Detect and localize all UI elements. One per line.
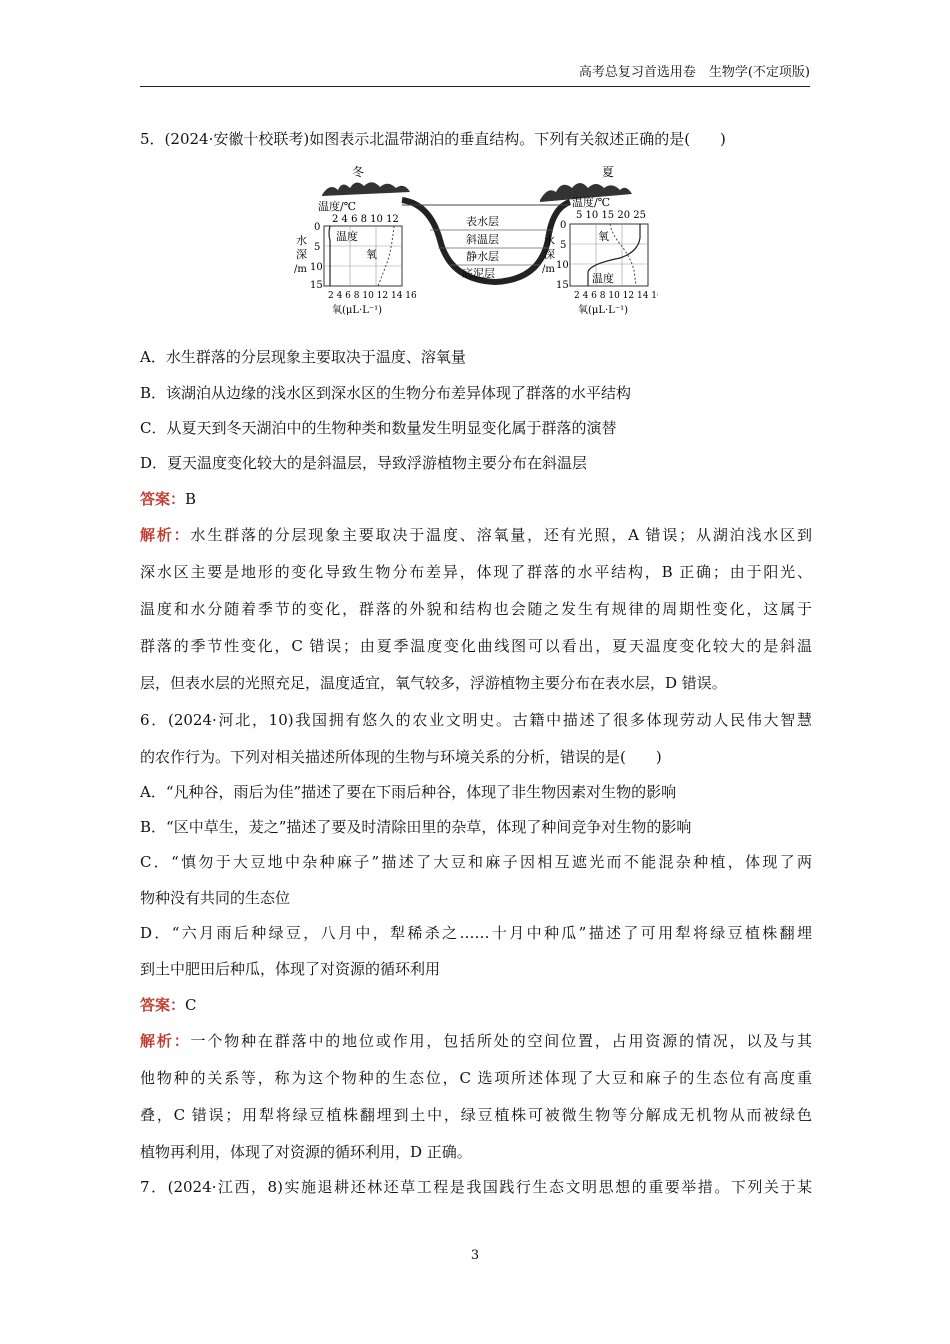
q5-analysis-line-2: 深水区主要是地形的变化导致生物分布差异，体现了群落的水平结构，B 正确；由于阳光、 [140, 563, 812, 581]
q5-analysis-label: 解析： [140, 526, 191, 544]
summer-temp-curve-label: 温度 [592, 272, 614, 285]
q5-analysis-line-5: 层，但表水层的光照充足，温度适宜，氧气较多，浮游植物主要分布在表水层，D 错误。 [140, 674, 727, 692]
q5-analysis-line-4: 群落的季节性变化，C 错误；由夏季温度变化曲线图可以看出，夏天温度变化较大的是斜温 [140, 637, 812, 655]
summer-oxygen-unit: 氧(μL·L⁻¹) [578, 305, 629, 316]
winter-temp-ticks: 2 4 6 8 10 12 [332, 214, 399, 225]
q6-analysis-line-1 [140, 1030, 812, 1051]
q6-option-d-line-1: D．“六月雨后种绿豆，八月中，犁稀杀之……十月中种瓜”描述了可用犁将绿豆植株翻埋 [140, 924, 812, 942]
summer-depth-0: 0 [560, 220, 567, 231]
summer-oxygen-ticks: 2 4 6 8 10 12 14 16 [574, 291, 658, 301]
page-number: 3 [470, 1248, 480, 1263]
summer-temp-unit: 温度/℃ [572, 196, 611, 209]
q6-analysis-line-4: 植物再利用，体现了对资源的循环利用，D 正确。 [140, 1143, 472, 1161]
q7-stem: 7．(2024·江西，8)实施退耕还林还草工程是我国践行生态文明思想的重要举措。下列关于某 [140, 1178, 812, 1196]
summer-depth-15: 15 [556, 280, 569, 291]
q6-answer [140, 994, 812, 1015]
winter-depth-label-2: 深 [296, 248, 307, 261]
q6-analysis-line-2: 他物种的关系等，称为这个物种的生态位，C 选项所述体现了大豆和麻子的生态位有高度重 [140, 1069, 812, 1087]
layer-hypolimnion: 静水层 [466, 250, 499, 263]
q6-option-c-line-1: C．“慎勿于大豆地中杂种麻子”描述了大豆和麻子因相互遮光而不能混杂种植，体现了两 [140, 853, 812, 871]
q6-stem-line-2: 的农作行为。下列对相关描述所体现的生物与环境关系的分析，错误的是( ) [140, 748, 662, 766]
q5-answer-value: B [185, 490, 197, 508]
q5-option-c: C．从夏天到冬天湖泊中的生物种类和数量发生明显变化属于群落的演替 [140, 419, 617, 437]
q5-answer [140, 488, 812, 509]
q6-option-a: A．“凡种谷，雨后为佳”描述了要在下雨后种谷，体现了非生物因素对生物的影响 [140, 783, 677, 801]
q5-analysis-text-1: 水生群落的分层现象主要取决于温度、溶氧量，还有光照，A 错误；从湖泊浅水区到 [190, 526, 812, 544]
q6-answer-label: 答案： [140, 996, 186, 1014]
q6-option-c-line-2: 物种没有共同的生态位 [140, 889, 291, 907]
q5-option-a: A．水生群落的分层现象主要取决于温度、溶氧量 [140, 348, 466, 366]
summer-oxygen-curve-label: 氧 [598, 230, 609, 243]
q5-analysis-line-3: 温度和水分随着季节的变化，群落的外貌和结构也会随之发生有规律的周期性变化，这属于 [140, 600, 812, 618]
summer-depth-label-1: 水 [544, 234, 555, 247]
header-title: 高考总复习首选用卷 生物学(不定项版) [578, 65, 810, 80]
winter-oxygen-curve-label: 氧 [366, 248, 377, 261]
q5-analysis-line-1 [140, 524, 812, 545]
lake-diagram-svg [290, 160, 658, 320]
lake-structure-figure [290, 160, 658, 320]
winter-depth-10: 10 [310, 262, 323, 273]
winter-label: 冬 [352, 165, 365, 179]
winter-depth-15: 15 [310, 280, 323, 291]
winter-oxygen-unit: 氧(μL·L⁻¹) [332, 305, 383, 316]
layer-sediment: 底泥层 [462, 267, 495, 280]
summer-label: 夏 [602, 165, 615, 179]
q6-analysis-text-1: 一个物种在群落中的地位或作用，包括所处的空间位置，占用资源的情况，以及与其 [190, 1032, 812, 1050]
winter-temp-curve-label: 温度 [336, 230, 358, 243]
summer-temp-ticks: 5 10 15 20 25 [576, 210, 646, 221]
layer-thermocline: 斜温层 [466, 233, 499, 246]
q6-analysis-line-3: 叠，C 错误；用犁将绿豆植株翻埋到土中，绿豆植株可被微生物等分解成无机物从而被绿色 [140, 1106, 812, 1124]
winter-depth-0: 0 [314, 222, 321, 233]
q6-stem-line-1: 6．(2024·河北，10)我国拥有悠久的农业文明史。古籍中描述了很多体现劳动人民伟大智慧 [140, 711, 812, 729]
q6-option-d-line-2: 到土中肥田后种瓜，体现了对资源的循环利用 [140, 960, 441, 978]
winter-temp-unit: 温度/℃ [318, 200, 357, 213]
winter-oxygen-curve [378, 226, 394, 286]
q5-answer-label: 答案： [140, 490, 186, 508]
layer-surface: 表水层 [466, 215, 499, 228]
winter-depth-label-3: /m [294, 264, 307, 275]
winter-vegetation [322, 182, 410, 196]
q6-analysis-label: 解析： [140, 1032, 191, 1050]
winter-temp-curve [329, 226, 330, 286]
q6-option-b: B．“区中草生，茇之”描述了要及时清除田里的杂草，体现了种间竞争对生物的影响 [140, 818, 692, 836]
q5-option-b: B．该湖泊从边缘的浅水区到深水区的生物分布差异体现了群落的水平结构 [140, 384, 632, 402]
winter-depth-label-1: 水 [296, 234, 307, 247]
winter-oxygen-ticks: 2 4 6 8 10 12 14 16 [328, 291, 417, 301]
q5-option-d: D．夏天温度变化较大的是斜温层，导致浮游植物主要分布在斜温层 [140, 454, 588, 472]
summer-depth-label-3: /m [542, 264, 555, 275]
page-header [140, 60, 810, 87]
winter-depth-5: 5 [314, 242, 321, 253]
summer-depth-5: 5 [560, 240, 567, 251]
summer-depth-label-2: 深 [544, 248, 555, 261]
q5-stem: 5．(2024·安徽十校联考)如图表示北温带湖泊的垂直结构。下列有关叙述正确的是( ) [140, 130, 726, 148]
summer-depth-10: 10 [556, 260, 569, 271]
q6-answer-value: C [185, 996, 197, 1014]
